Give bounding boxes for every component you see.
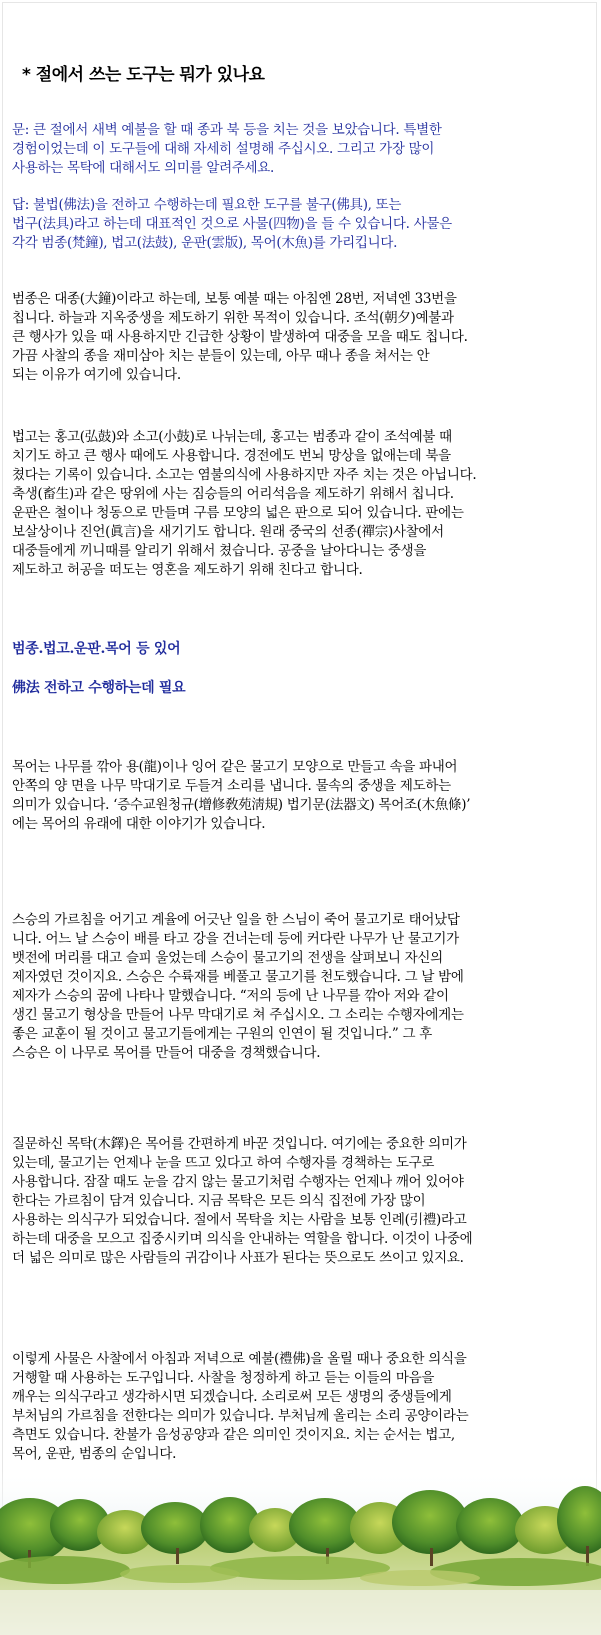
story-paragraph: [12, 911, 590, 1063]
fish-paragraph: [12, 758, 590, 834]
paragraph-line: 부처님의 가르침을 전한다는 의미가 있습니다. 부처님께 올리는 소리 공양이라는: [12, 1408, 469, 1424]
drum-paragraph: [12, 428, 590, 580]
paragraph-line: 제자가 스승의 꿈에 나타나 말했습니다. “저의 등에 난 나무를 깎아 저와 같이: [12, 988, 449, 1004]
paragraph-line: 치기도 하고 큰 행사 때에도 사용합니다. 경전에도 번뇌 망상을 없애는데 북을: [12, 448, 451, 464]
paragraph-line: 목어는 나무를 깎아 용(龍)이나 잉어 같은 물고기 모양으로 만들고 속을 파내어: [12, 759, 458, 775]
paragraph-line: 스승은 이 나무로 목어를 만들어 대중을 경책했습니다.: [12, 1045, 321, 1061]
question-paragraph: [12, 121, 590, 178]
paragraph-line: 더 넓은 의미로 많은 사람들의 귀감이나 사표가 된다는 뜻으로도 쓰이고 있지요.: [12, 1250, 464, 1266]
paragraph-line: 사용합니다. 잠잘 때도 눈을 감지 않는 물고기처럼 수행자는 언제나 깨어 있어야: [12, 1174, 464, 1190]
paragraph-line: 범종은 대종(大鐘)이라고 하는데, 보통 예불 때는 아침엔 28번, 저녁엔 33번을: [12, 291, 457, 307]
paragraph-line: 스승의 가르침을 어기고 계율에 어긋난 일을 한 스님이 죽어 물고기로 태어났답: [12, 912, 460, 928]
paragraph-line: 좋은 교훈이 될 것이고 물고기들에게는 구원의 인연이 될 것입니다.” 그 후: [12, 1026, 432, 1042]
final-paragraph: [12, 1350, 590, 1464]
paragraph-line: 사용하는 의식구가 되었습니다. 절에서 목탁을 치는 사람을 보통 인례(引禮)라고: [12, 1212, 467, 1228]
bell-paragraph: [12, 290, 590, 385]
moktak-paragraph: [12, 1135, 590, 1268]
paragraph-line: 보살상이나 진언(眞言)을 새기기도 합니다. 원래 중국의 선종(禪宗)사찰에서: [12, 524, 444, 540]
paragraph-line: 질문하신 목탁(木鐸)은 목어를 간편하게 바꾼 것입니다. 여기에는 중요한 의미가: [12, 1136, 467, 1152]
paragraph-line: 거행할 때 사용하는 도구입니다. 사찰을 청정하게 하고 듣는 이들의 마음을: [12, 1370, 435, 1386]
paragraph-line: 운판은 철이나 청동으로 만들며 구름 모양의 넓은 판으로 되어 있습니다. 판에는: [12, 505, 464, 521]
answer-line: 법구(法具)라고 하는데 대표적인 것으로 사물(四物)을 들 수 있습니다. 사물은: [12, 216, 452, 232]
paragraph-line: 니다. 어느 날 스승이 배를 타고 강을 건너는데 등에 커다란 나무가 난 물고기가: [12, 931, 459, 947]
paragraph-line: 이렇게 사물은 사찰에서 아침과 저녁으로 예불(禮佛)을 올릴 때나 중요한 의식을: [12, 1351, 467, 1367]
paragraph-line: 있는데, 물고기는 언제나 눈을 뜨고 있다고 하여 수행자를 경책하는 도구로: [12, 1155, 435, 1171]
paragraph-line: 의미가 있습니다. ‘증수교원청규(增修敎苑淸規) 법기문(法器文) 목어조(木魚條)’: [12, 797, 471, 813]
paragraph-line: 쳤다는 기록이 있습니다. 소고는 염불의식에 사용하지만 자주 치는 것은 아닙니다.: [12, 467, 477, 483]
paragraph-line: 법고는 홍고(弘鼓)와 소고(小鼓)로 나뉘는데, 홍고는 범종과 같이 조석예불 때: [12, 429, 452, 445]
paragraph-line: 안쪽의 양 면을 나무 막대기로 두들겨 소리를 냅니다. 물속의 중생을 제도하는: [12, 778, 451, 794]
paragraph-line: 큰 행사가 있을 때 사용하지만 긴급한 상황이 발생하여 대중을 모을 때도 칩니다.: [12, 329, 468, 345]
paragraph-line: 한다는 가르침이 담겨 있습니다. 지금 목탁은 모든 의식 집전에 가장 많이: [12, 1193, 426, 1209]
paragraph-line: 뱃전에 머리를 대고 슬피 울었는데 스승이 물고기의 전생을 살펴보니 자신의: [12, 950, 443, 966]
paragraph-line: 측면도 있습니다. 찬불가 음성공양과 같은 의미인 것이지요. 치는 순서는 법고,: [12, 1427, 455, 1443]
landscape-illustration: [0, 1470, 601, 1635]
paragraph-line: 대중들에게 끼니때를 알리기 위해서 쳤습니다. 공중을 날아다니는 중생을: [12, 543, 427, 559]
paragraph-line: 깨우는 의식구라고 생각하시면 되겠습니다. 소리로써 모든 생명의 중생들에게: [12, 1389, 452, 1405]
question-line: 사용하는 목탁에 대해서도 의미를 알려주세요.: [12, 160, 275, 176]
subheading-1: 범종.법고.운판.목어 등 있어: [12, 641, 181, 657]
paragraph-line: 생긴 물고기 형상을 만들어 나무 막대기로 쳐 주십시오. 그 소리는 수행자에게는: [12, 1007, 464, 1023]
subheading-2: 佛法 전하고 수행하는데 필요: [12, 680, 186, 696]
paragraph-line: 에는 목어의 유래에 대한 이야기가 있습니다.: [12, 816, 266, 832]
paragraph-line: 제도하고 허공을 떠도는 영혼을 제도하기 위해 친다고 합니다.: [12, 562, 363, 578]
answer-line: 각각 범종(梵鐘), 법고(法鼓), 운판(雲版), 목어(木魚)를 가리킵니다.: [12, 235, 398, 251]
paragraph-line: 축생(畜生)과 같은 땅위에 사는 짐승들의 어리석음을 제도하기 위해서 칩니다.: [12, 486, 454, 502]
article-title: * 절에서 쓰는 도구는 뭐가 있나요: [22, 65, 265, 85]
paragraph-line: 목어, 운판, 범종의 순입니다.: [12, 1446, 177, 1462]
paragraph-line: 칩니다. 하늘과 지옥중생을 제도하기 위한 목적이 있습니다. 조석(朝夕)예불과: [12, 310, 454, 326]
answer-line: 답: 불법(佛法)을 전하고 수행하는데 필요한 도구를 불구(佛具), 또는: [12, 197, 402, 213]
paragraph-line: 제자였던 것이지요. 스승은 수륙재를 베풀고 물고기를 천도했습니다. 그 날 밤에: [12, 969, 464, 985]
paragraph-line: 하는데 대중을 모으고 집중시키며 의식을 안내하는 역할을 합니다. 이것이 나중에: [12, 1231, 473, 1247]
paragraph-line: 되는 이유가 여기에 있습니다.: [12, 367, 181, 383]
question-line: 문: 큰 절에서 새벽 예불을 할 때 종과 북 등을 치는 것을 보았습니다. 특별한: [12, 122, 442, 138]
question-line: 경험이었는데 이 도구들에 대해 자세히 설명해 주십시오. 그리고 가장 많이: [12, 141, 435, 157]
paragraph-line: 가끔 사찰의 종을 재미삼아 치는 분들이 있는데, 아무 때나 종을 쳐서는 안: [12, 348, 430, 364]
answer-paragraph: [12, 196, 590, 253]
